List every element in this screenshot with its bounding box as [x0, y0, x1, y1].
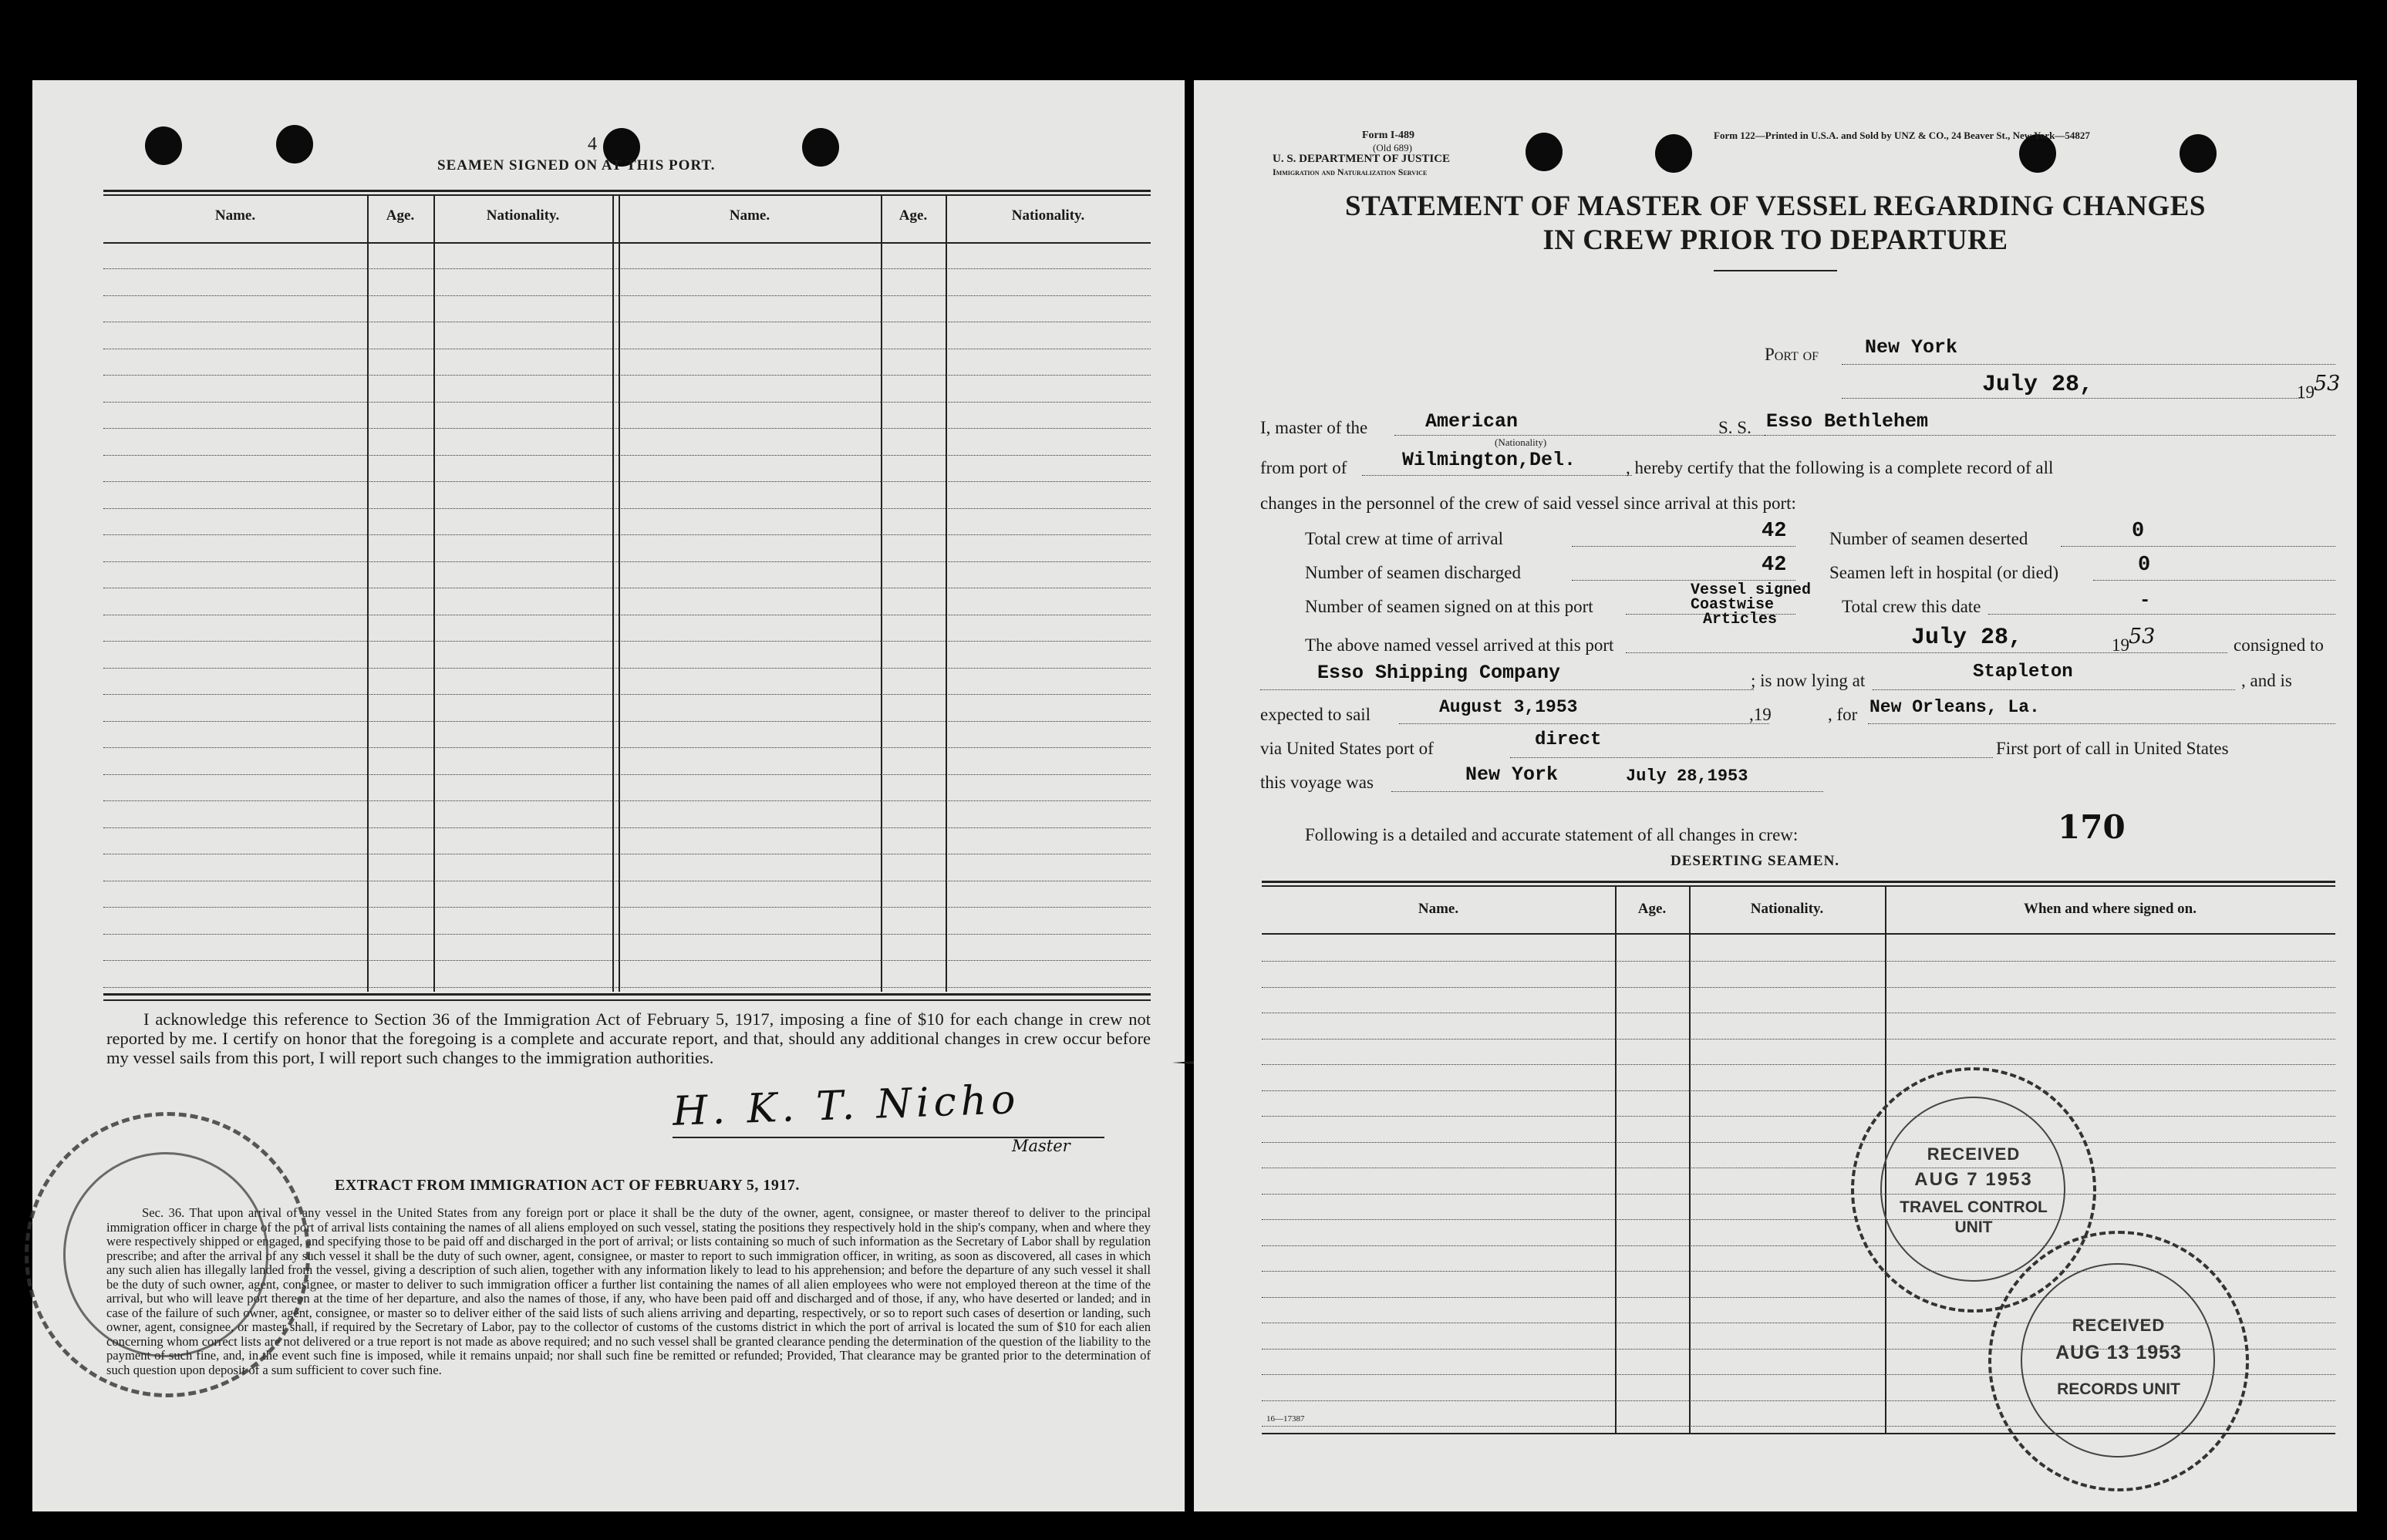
printer-note: Form 122—Printed in U.S.A. and Sold by UNZ & CO., 24 Beaver St., New York—54827 — [1714, 130, 2090, 141]
column-header: Name. — [1418, 901, 1459, 917]
year-suffix: 53 — [2314, 372, 2341, 396]
column-header: Age. — [386, 207, 415, 224]
punch-hole — [276, 125, 313, 163]
via-line — [1510, 757, 1993, 758]
ruled-row — [103, 481, 1151, 482]
from-port-line — [1362, 475, 1632, 476]
extract-title: EXTRACT FROM IMMIGRATION ACT OF FEBRUARY 5, 1917. — [335, 1177, 800, 1194]
ruled-row — [103, 960, 1151, 961]
total-crew-arrival-line — [1572, 546, 1795, 547]
arrived-year-prefix: 19 — [2112, 635, 2129, 655]
arrived-year: 53 — [2129, 625, 2156, 649]
consignee-value: Esso Shipping Company — [1317, 662, 1561, 684]
discharged-line — [1572, 580, 1795, 581]
form-title-line1: STATEMENT OF MASTER OF VESSEL REGARDING CHANGES — [1345, 190, 2206, 222]
discharged-label: Number of seamen discharged — [1305, 563, 1521, 582]
ss-label: S. S. — [1718, 418, 1751, 437]
column-divider — [433, 194, 435, 992]
sail-label: expected to sail — [1260, 705, 1371, 724]
deserting-title: DESERTING SEAMEN. — [1671, 853, 1840, 869]
table-rule — [103, 242, 1151, 244]
column-header: Age. — [898, 207, 928, 224]
ruled-row — [103, 747, 1151, 748]
column-divider — [612, 194, 614, 992]
voyage-label: this voyage was — [1260, 773, 1374, 792]
section-title: SEAMEN SIGNED ON AT THIS PORT. — [437, 157, 716, 174]
certify-text: , hereby certify that the following is a complete record of all — [1626, 458, 2054, 477]
punch-hole — [1655, 134, 1692, 173]
punch-hole — [802, 128, 839, 167]
ruled-row — [103, 375, 1151, 376]
signed-on-line2: Coastwise — [1691, 596, 1775, 614]
ruled-row — [103, 534, 1151, 535]
port-value: New York — [1865, 336, 1958, 359]
extract-text: Sec. 36. That upon arrival of any vessel in the United States from any foreign port or place it shall be the duty of the owner, agent, consignee, or master thereof to deliver to the principal immigration officer in charge of the port of arrival lists containing the names of all aliens employed on such vessel, stating the positions they respectively hold in the ship's company, when and where they were respectively shipped or engaged, and specifying those to be paid off and discharged in the port of arrival; or lists containing so much of such information as the Secretary of Labor shall by regulation prescribe; and after the arrival of any such vessel it shall be the duty of such owner, agent, consignee, or master to report to such immigration officer, in writing, as soon as discovered, all cases in which any such alien has illegally landed from the vessel, giving a description of such alien, together with any information likely to lead to his apprehension; and before the departure of any such vessel it shall be the duty of such owner, agent, consignee, or master to deliver to such immigration officer a further list containing the names of all alien employees who were not employed thereon at the time of the arrival, but who will leave port thereon at the time of her departure, and also the names of those, if any, who have been paid off and discharged and of those, if any, who have deserted or landed; and in case of the failure of such owner, agent, consignee, or master so to deliver either of the said lists of such aliens arriving and departing, respectively, or so to report such cases of desertion or landing, such owner, agent, consignee, or master shall, if required by the Secretary of Labor, pay to the collector of customs of the customs district in which the port of arrival is located the sum of $10 for each alien concerning whom correct lists are not delivered or a true report is not made as above required; and no such vessel shall be granted clearance pending the determination of the question of the liability to the payment of such fine, and, in the event such fine is imposed, while it remains unpaid; nor shall such fine be remitted or refunded; Provided, That clearance may be granted prior to the determination of such question upon deposit of a sum sufficient to cover such fine. — [106, 1205, 1151, 1377]
date-line — [1842, 398, 2304, 399]
acknowledgement-text: I acknowledge this reference to Section 36 of the Immigration Act of February 5, 1917, imposing a fine of $10 for each change in crew not reported by me. I certify on honor that the foregoing is a complete and accurate report, and that, should any additional changes in crew occur before my vessel sails from this port, I will report such changes to the immigration authorities. — [106, 1009, 1151, 1067]
ruled-row — [1262, 961, 2335, 962]
table-rule — [103, 999, 1151, 1001]
hospital-label: Seamen left in hospital (or died) — [1829, 563, 2059, 582]
ruled-row — [103, 455, 1151, 456]
table-rule — [103, 993, 1151, 996]
from-port-value: Wilmington,Del. — [1402, 449, 1576, 471]
records-unit-stamp — [1988, 1231, 2249, 1491]
ruled-row — [1262, 1090, 2335, 1091]
arrived-line — [1626, 652, 2227, 653]
vessel-value: Esso Bethlehem — [1766, 410, 1929, 433]
ruled-row — [103, 774, 1151, 775]
column-divider — [881, 194, 882, 992]
column-header: When and where signed on. — [2023, 901, 2197, 917]
ruled-row — [103, 827, 1151, 828]
ruled-row — [1262, 1219, 2335, 1220]
consigned-label: consigned to — [2234, 635, 2324, 655]
hospital-value: 0 — [2138, 554, 2151, 577]
records-date: AUG 13 1953 — [2055, 1342, 2182, 1363]
via-label: via United States port of — [1260, 739, 1434, 758]
total-crew-date-line — [1988, 614, 2335, 615]
ruled-row — [103, 721, 1151, 722]
column-header: Nationality. — [1011, 207, 1085, 224]
signed-on-label: Number of seamen signed on at this port — [1305, 597, 1593, 616]
deserted-line — [2061, 546, 2335, 547]
date-typed: July 28, — [1982, 372, 2094, 398]
travel-received: RECEIVED — [1927, 1144, 2021, 1164]
column-divider — [946, 194, 947, 992]
form-old-number: (Old 689) — [1373, 142, 1412, 153]
lying-line — [1873, 689, 2235, 690]
punch-hole — [1526, 133, 1563, 171]
column-divider — [367, 194, 369, 992]
voyage-date: July 28,1953 — [1626, 767, 1748, 786]
for-label: , for — [1828, 705, 1858, 724]
column-header: Nationality. — [1750, 901, 1824, 917]
travel-date: AUG 7 1953 — [1914, 1169, 2033, 1190]
column-divider — [1615, 885, 1617, 1433]
lying-label: ; is now lying at — [1751, 671, 1866, 690]
ruled-row — [1262, 1194, 2335, 1195]
deserted-label: Number of seamen deserted — [1829, 529, 2028, 548]
travel-unit-2: UNIT — [1954, 1218, 1993, 1236]
column-divider — [1689, 885, 1691, 1433]
ruled-row — [103, 561, 1151, 562]
service-name: Immigration and Naturalization Service — [1273, 167, 1428, 177]
total-crew-date-value: - — [2139, 591, 2151, 612]
first-port-label: First port of call in United States — [1996, 739, 2229, 758]
ruled-row — [103, 800, 1151, 801]
column-header: Name. — [729, 207, 770, 224]
ruled-row — [103, 987, 1151, 988]
voyage-port: New York — [1465, 763, 1559, 786]
nationality-caption: (Nationality) — [1495, 436, 1547, 448]
vessel-line — [1765, 435, 2335, 436]
title-rule — [1714, 270, 1837, 271]
destination-line — [1868, 723, 2335, 724]
ruled-row — [103, 428, 1151, 429]
right-page — [1194, 80, 2357, 1511]
total-crew-arrival-label: Total crew at time of arrival — [1305, 529, 1504, 548]
punch-hole — [2180, 134, 2217, 173]
deserted-value: 0 — [2132, 520, 2145, 543]
ruled-row — [1262, 1064, 2335, 1065]
ruled-row — [103, 508, 1151, 509]
port-label: Port of — [1765, 345, 1819, 364]
lying-value: Stapleton — [1973, 662, 2073, 682]
footer-code: 16—17387 — [1266, 1414, 1305, 1424]
ruled-row — [1262, 1116, 2335, 1117]
ruled-row — [103, 934, 1151, 935]
total-crew-arrival-value: 42 — [1762, 520, 1787, 543]
master-signature: H. K. T. Nicho — [672, 1077, 1021, 1135]
hospital-line — [2093, 580, 2335, 581]
punch-hole — [145, 126, 182, 165]
records-unit: RECORDS UNIT — [2057, 1380, 2180, 1398]
department-name: U. S. DEPARTMENT OF JUSTICE — [1273, 153, 1451, 165]
port-line — [1842, 364, 2335, 365]
nationality-value: American — [1425, 410, 1519, 433]
table-rule — [1262, 885, 2335, 887]
table-rule — [1262, 933, 2335, 935]
year-prefix: 19 — [2297, 382, 2315, 402]
from-port-label: from port of — [1260, 458, 1347, 477]
signed-on-value — [1691, 583, 1811, 627]
signature-label: Master — [1012, 1137, 1070, 1155]
changes-text: changes in the personnel of the crew of said vessel since arrival at this port: — [1260, 494, 1796, 513]
ruled-row — [103, 268, 1151, 269]
sail-line — [1399, 723, 1769, 724]
arrived-label: The above named vessel arrived at this port — [1305, 635, 1614, 655]
sail-date: August 3,1953 — [1439, 697, 1578, 717]
total-crew-date-label: Total crew this date — [1842, 597, 1981, 616]
column-header: Age. — [1637, 901, 1667, 917]
column-divider — [619, 194, 620, 992]
ruled-row — [1262, 1142, 2335, 1143]
following-text: Following is a detailed and accurate statement of all changes in crew: — [1305, 825, 1799, 844]
ruled-row — [1262, 987, 2335, 988]
table-rule — [1262, 881, 2335, 883]
table-rule — [103, 194, 1151, 196]
arrived-date: July 28, — [1911, 625, 2023, 651]
ruled-row — [103, 694, 1151, 695]
form-number: Form I-489 — [1362, 130, 1415, 141]
column-header: Name. — [214, 207, 256, 224]
ruled-row — [103, 668, 1151, 669]
ruled-row — [103, 907, 1151, 908]
page-number: 4 — [588, 134, 597, 154]
consignee-line — [1260, 689, 1754, 690]
ruled-row — [1262, 1039, 2335, 1040]
port-stamp-inner — [63, 1152, 268, 1357]
ruled-row — [103, 641, 1151, 642]
ruled-row — [103, 402, 1151, 403]
left-page — [32, 80, 1185, 1511]
form-title-line2: IN CREW PRIOR TO DEPARTURE — [1542, 224, 2008, 256]
and-is-text: , and is — [2241, 671, 2292, 690]
table-rule — [103, 190, 1151, 192]
column-header: Nationality. — [486, 207, 560, 224]
signed-on-line1: Vessel signed — [1691, 581, 1812, 599]
travel-unit-1: TRAVEL CONTROL — [1900, 1198, 2048, 1216]
destination-value: New Orleans, La. — [1869, 697, 2040, 717]
signed-on-line3: Articles — [1703, 611, 1778, 628]
voyage-line — [1391, 791, 1823, 792]
ruled-row — [103, 295, 1151, 296]
sail-19: ,19 — [1749, 705, 1772, 724]
records-received: RECEIVED — [2072, 1316, 2166, 1335]
via-value: direct — [1535, 730, 1602, 750]
discharged-value: 42 — [1762, 554, 1787, 577]
handwritten-number: 170 — [2058, 808, 2126, 846]
master-of-label: I, master of the — [1260, 418, 1368, 437]
